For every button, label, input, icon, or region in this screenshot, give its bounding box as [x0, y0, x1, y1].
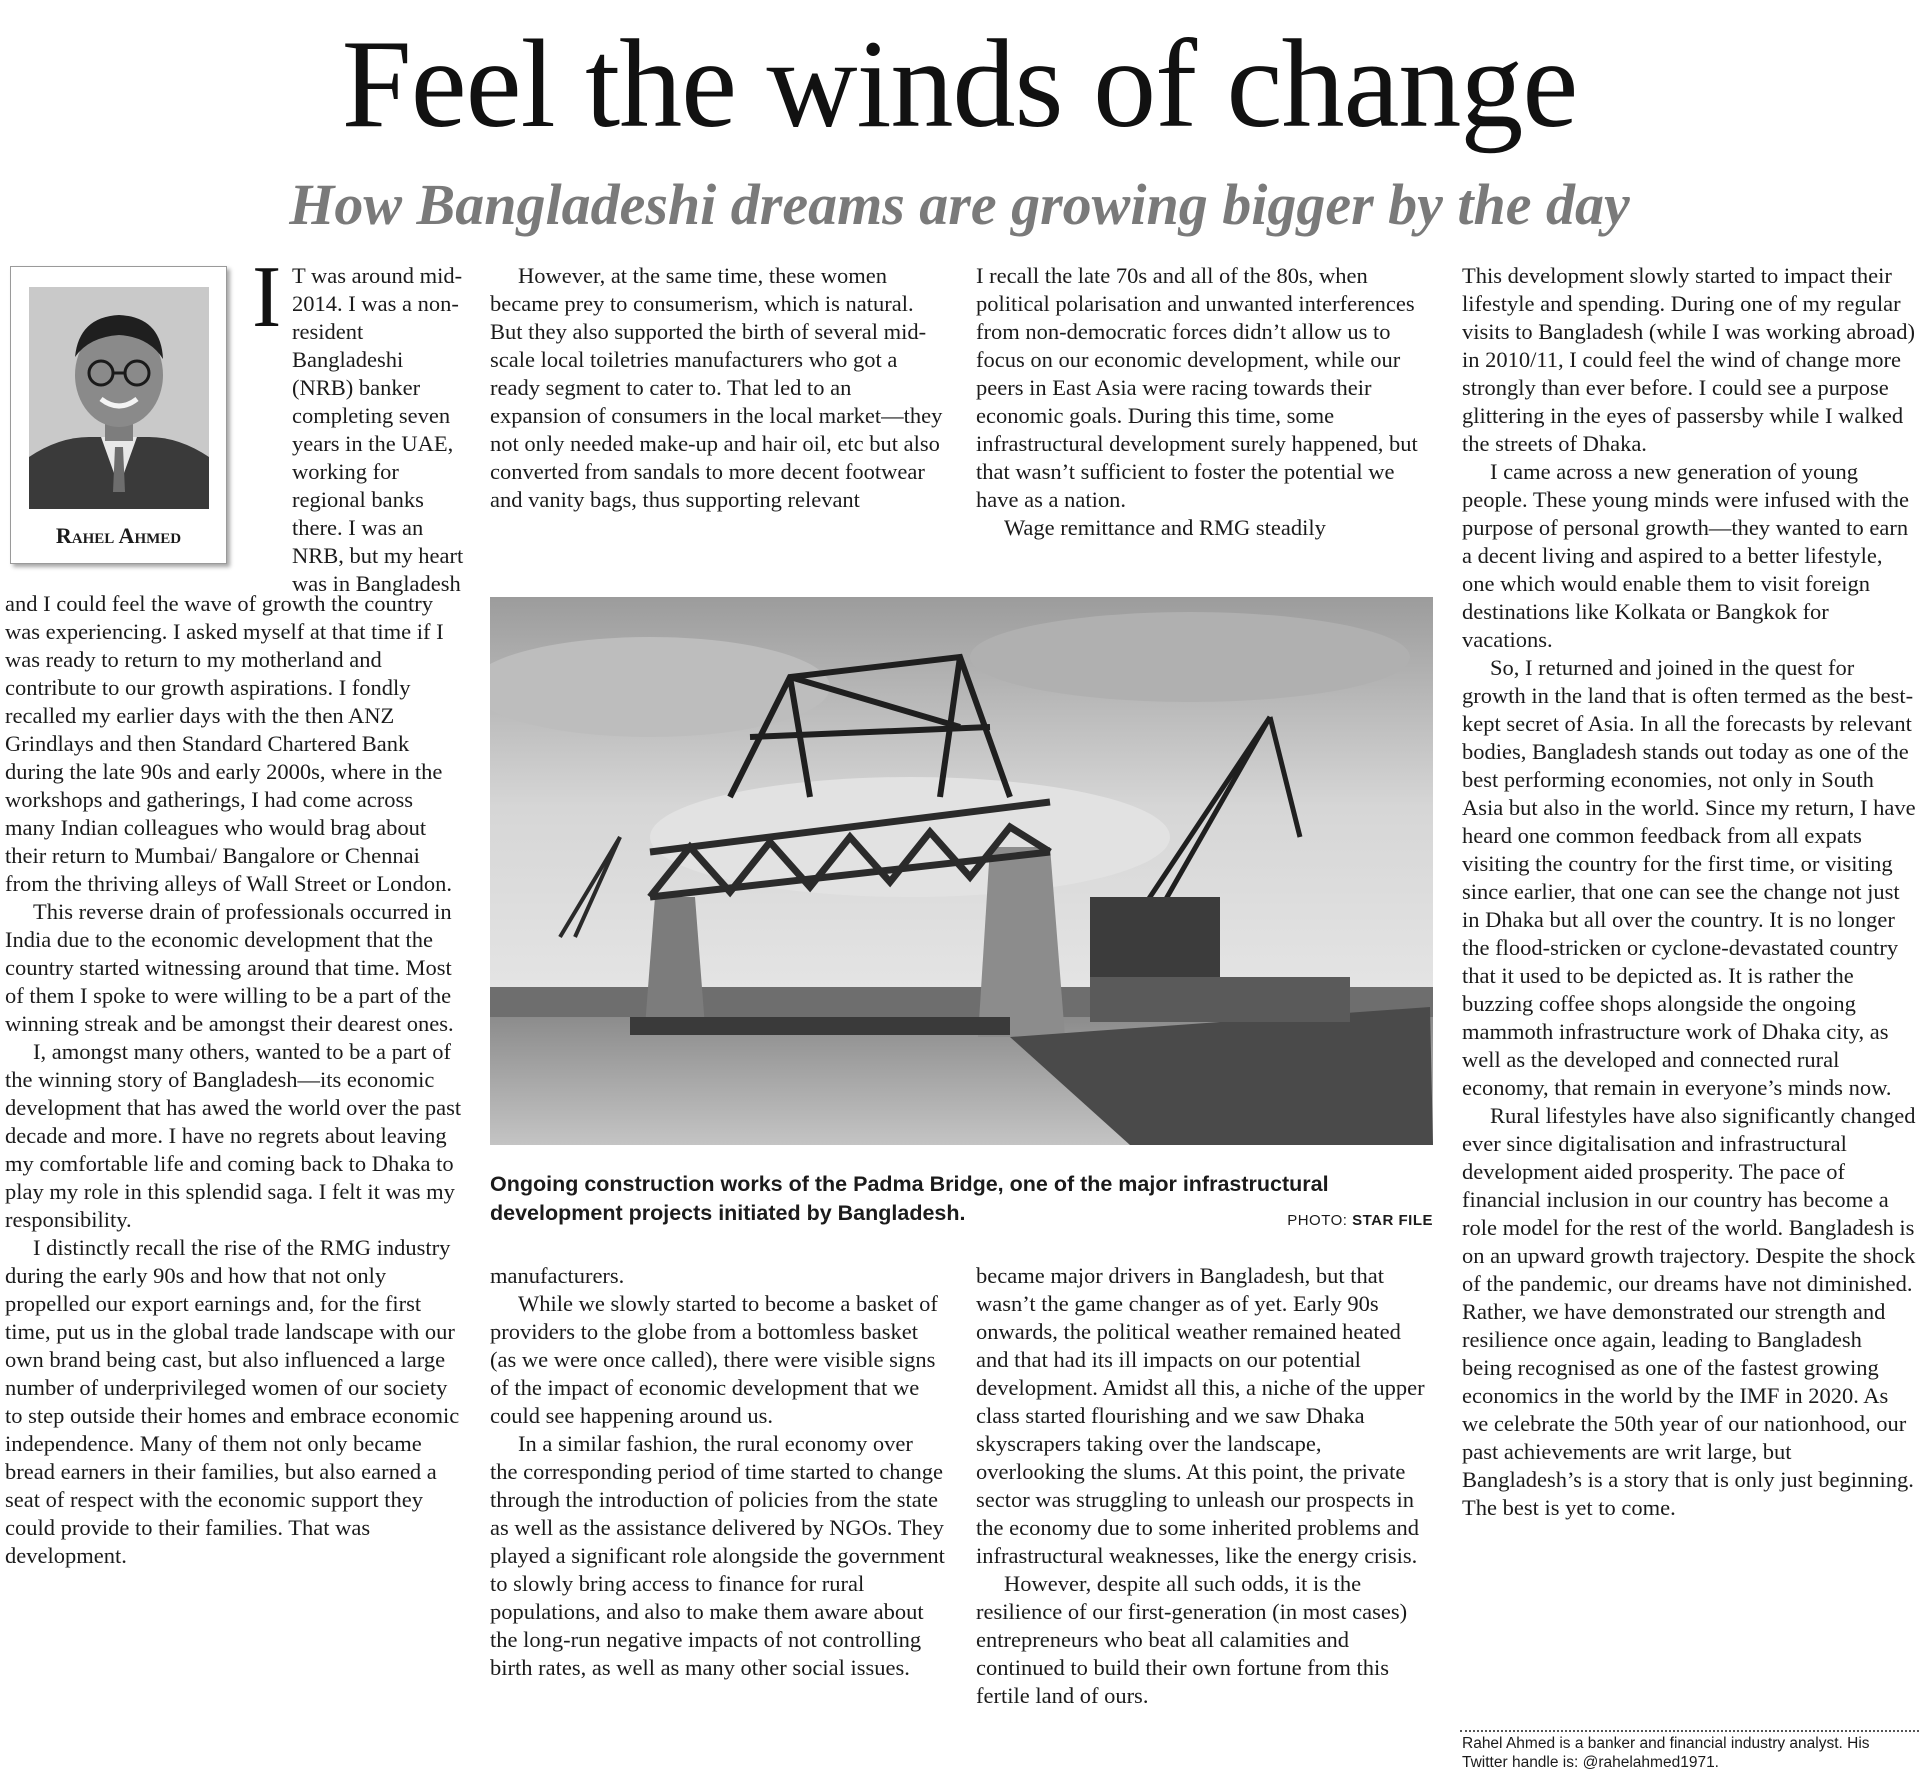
column-2-bottom [490, 1262, 945, 1768]
column-1-wrap [252, 262, 464, 598]
paragraph: However, despite all such odds, it is the resilience of our first-generation (in most cases) entrepreneurs who beat all calamities and continued to build their own fortune from this fertile land of ours. [976, 1571, 1408, 1708]
photo-credit-label: PHOTO: [1287, 1212, 1348, 1229]
paragraph: However, at the same time, these women became prey to consumerism, which is natural. But they also supported the birth of several mid-scale local toiletries manufacturers who got a ready segment to cater to. That led to an expansion of consumers in the local market—they not only needed make-up and hair oil, etc but also converted from sandals to more decent footwear and vanity bags, thus supporting relevant [490, 263, 943, 512]
bridge-construction-photo [490, 597, 1433, 1145]
column-1 [5, 590, 465, 1765]
paragraph: I recall the late 70s and all of the 80s, when political polarisation and unwanted interferences from non-democratic forces didn’t allow us to focus on our economic development, while our peers in East Asia were racing towards their economic goals. During this time, some infrastructural development surely happened, but that wasn’t sufficient to foster the potential we have as a nation. [976, 263, 1418, 512]
author-bio: Rahel Ahmed is a banker and financial industry analyst. His Twitter handle is: @rahelahmed1971. [1462, 1735, 1870, 1771]
paragraph: I, amongst many others, wanted to be a part of the winning story of Bangladesh—its economic development that has awed the world over the past decade and more. I have no regrets about leaving my comfortable life and coming back to Dhaka to play my role in this splendid saga. I felt it was my responsibility. [5, 1039, 462, 1232]
paragraph: manufacturers. [490, 1263, 625, 1288]
photo-caption: Ongoing construction works of the Padma Bridge, one of the major infrastructural development projects initiated by Bangladesh. [490, 1172, 1329, 1225]
paragraph: Wage remittance and RMG steadily [1004, 515, 1326, 540]
paragraph: Rural lifestyles have also significantly changed ever since digitalisation and infrastructural development aided prosperity. The pace of financial inclusion in our country has become a role model for the rest of the world. Bangladesh is on an upward growth trajectory. Despite the shock of the pandemic, our dreams have not diminished. Rather, we have demonstrated our strength and resilience once again, leading to Bangladesh being recognised as one of the fastest growing economics in the world by the IMF in 2020. As we celebrate the 50th year of our nationhood, our past achievements are writ large, but Bangladesh’s is a story that is only just beginning. The best is yet to come. [1462, 1103, 1916, 1520]
photo-credit [1220, 1212, 1433, 1229]
column-3-bottom [976, 1262, 1431, 1768]
headline: Feel the winds of change [341, 15, 1578, 154]
paragraph: This development slowly started to impact their lifestyle and spending. During one of my regular visits to Bangladesh (while I was working abroad) in 2010/11, I could feel the wind of change more strongly than ever before. I could see a purpose glittering in the eyes of passersby while I walked the streets of Dhaka. [1462, 263, 1916, 456]
photo-credit-source: STAR FILE [1352, 1212, 1433, 1229]
paragraph: became major drivers in Bangladesh, but that wasn’t the game changer as of yet. Early 90s onwards, the political weather remained heated and that had its ill impacts on our potential development. Amidst all this, a niche of the upper class started flourishing and we saw Dhaka skyscrapers taking over the landscape, overlooking the slums. At this point, the private sector was struggling to unleash our prospects in the economy due to some inherited problems and infrastructural weaknesses, like the energy crisis. [976, 1263, 1425, 1568]
paragraph: I distinctly recall the rise of the RMG industry during the early 90s and how that not only propelled our export earnings and, for the first time, put us in the global trade landscape with our own brand being cast, but also influenced a large number of underprivileged women of our society to step outside their homes and embrace economic independence. Many of them not only became bread earners in their families, but also earned a seat of respect with the economic support they could provide to their families. That was development. [5, 1235, 460, 1568]
paragraph: So, I returned and joined in the quest for growth in the land that is often termed as the best-kept secret of Asia. In all the forecasts by relevant bodies, Bangladesh stands out today as one of the best performing economies, not only in South Asia but also in the world. Since my return, I have heard one common feedback from all expats visiting the country for the first time, or visiting since earlier, that one can see the change not just in Dhaka but all over the country. It is no longer the flood-stricken or cyclone-devastated country that it used to be depicted as. It is rather the buzzing coffee shops alongside the ongoing mammoth infrastructure work of Dhaka city, as well as the developed and connected rural economy, that remain in everyone’s minds now. [1462, 655, 1916, 1100]
paragraph: This reverse drain of professionals occurred in India due to the economic development that the country started witnessing around that time. Most of them I spoke to were willing to be a part of the winning streak and be amongst their dearest ones. [5, 899, 454, 1036]
bio-divider [1460, 1730, 1919, 1732]
author-box [10, 266, 227, 564]
paragraph: and I could feel the wave of growth the country was experiencing. I asked myself at that time if I was ready to return to my motherland and contribute to our growth aspirations. I fondly recalled my earlier days with the then ANZ Grindlays and then Standard Chartered Bank during the late 90s and early 2000s, where in the workshops and gatherings, I had come across many Indian colleagues who would brag about their return to Mumbai/ Bangalore or Chennai from the thriving alleys of Wall Street or London. [5, 591, 453, 896]
column-2-top [490, 262, 945, 562]
intro-paragraph: T was around mid-2014. I was a non-resident Bangladeshi (NRB) banker completing seven years in the UAE, working for regional banks there. I was an NRB, but my heart was in Bangladesh [292, 263, 464, 596]
column-3-top [976, 262, 1431, 562]
paragraph: In a similar fashion, the rural economy over the corresponding period of time started to change through the introduction of policies from the state as well as the assistance delivered by NGOs. They played a significant role alongside the government to slowly bring access to finance for rural populations, and also to make them aware about the long-run negative impacts of not controlling birth rates, as well as many other social issues. [490, 1431, 945, 1680]
dropcap: I [252, 249, 282, 346]
author-portrait [29, 287, 209, 509]
subheadline: How Bangladeshi dreams are growing bigger by the day [289, 172, 1630, 237]
paragraph: While we slowly started to become a basket of providers to the globe from a bottomless basket (as we were once called), there were visible signs of the impact of economic development that we could see happening around us. [490, 1291, 938, 1428]
paragraph: I came across a new generation of young people. These young minds were infused with the purpose of personal growth—they wanted to earn a decent living and aspired to a better lifestyle, one which would enable them to visit foreign destinations like Kolkata or Bangkok for vacations. [1462, 459, 1909, 652]
author-name: Rahel Ahmed [55, 523, 182, 548]
column-4 [1462, 262, 1917, 1722]
